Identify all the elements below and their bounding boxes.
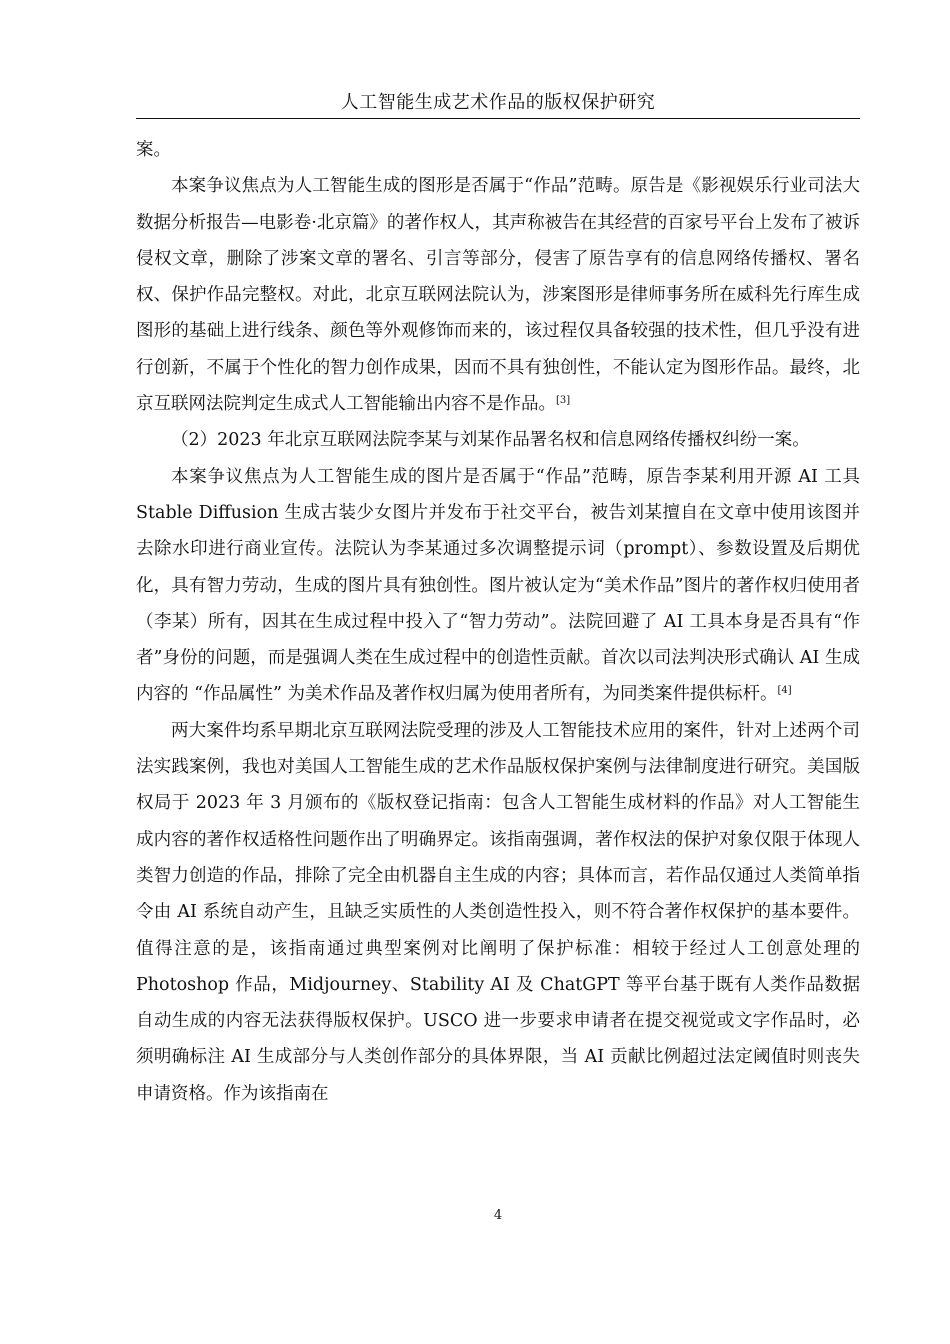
body-text xyxy=(136,132,860,1112)
paragraph-case-one-analysis xyxy=(136,168,860,422)
paragraph-us-guidance xyxy=(136,713,860,1112)
page-number: 4 xyxy=(493,1208,503,1223)
paragraph-continuation xyxy=(136,132,860,168)
header-rule xyxy=(136,118,860,119)
paragraph-text: （2）2023 年北京互联网法院李某与刘某作品署名权和信息网络传播权纠纷一案。 xyxy=(171,430,810,451)
citation-marker: [3] xyxy=(556,395,571,407)
citation-marker: [4] xyxy=(777,685,792,697)
paragraph-case-two-heading xyxy=(136,422,860,458)
paragraph-case-two-analysis xyxy=(136,459,860,713)
paragraph-text: 本案争议焦点为人工智能生成的图形是否属于“作品”范畴。原告是《影视娱乐行业司法大数据分析报告—电影卷·北京篇》的著作权人，其声称被告在其经营的百家号平台上发布了被诉侵权文章，删除了涉案文章的署名、引言等部分，侵害了原告享有的信息网络传播权、署名权、保护作品完整权。对此，北京互联网法院认为，涉案图形是律师事务所在威科先行库生成图形的基础上进行线条、颜色等外观修饰而来的，该过程仅具备较强的技术性，但几乎没有进行创新，不属于个性化的智力创作成果，因而不具有独创性，不能认定为图形作品。最终，北京互联网法院判定生成式人工智能输出内容不是作品。 xyxy=(136,176,860,415)
paragraph-text: 本案争议焦点为人工智能生成的图片是否属于“作品”范畴，原告李某利用开源 AI 工具 Stable Diffusion 生成古装少女图片并发布于社交平台，被告刘某擅自在文章中使用该图并去除水印进行商业宣传。法院认为李某通过多次调整提示词（prompt）、参数设置及后期优化，具有智力劳动，生成的图片具有独创性。图片被认定为“美术作品”图片的著作权归使用者（李某）所有，因其在生成过程中投入了“智力劳动”。法院回避了 AI 工具本身是否具有“作者”身份的问题，而是强调人类在生成过程中的创造性贡献。首次以司法判决形式确认 AI 生成内容的 “作品属性” 为美术作品及著作权归属为使用者所有，为同类案件提供标杆。 xyxy=(136,466,860,705)
running-header-title: 人工智能生成艺术作品的版权保护研究 xyxy=(340,92,656,113)
paragraph-text: 两大案件均系早期北京互联网法院受理的涉及人工智能技术应用的案件，针对上述两个司法实践案例，我也对美国人工智能生成的艺术作品版权保护案例与法律制度进行研究。美国版权局于 2023 年 3 月颁布的《版权登记指南：包含人工智能生成材料的作品》对人工智能生成内容的著作权适格性问题作出了明确界定。该指南强调，著作权法的保护对象仅限于体现人类智力创造的作品，排除了完全由机器自主生成的内容；具体而言，若作品仅通过人类简单指令由 AI 系统自动产生，且缺乏实质性的人类创造性投入，则不符合著作权保护的基本要件。值得注意的是，该指南通过典型案例对比阐明了保护标准：相较于经过人工创意处理的 Photoshop 作品，Midjourney、Stability AI 及 ChatGPT 等平台基于既有人类作品数据自动生成的内容无法获得版权保护。USCO 进一步要求申请者在提交视觉或文字作品时，必须明确标注 AI 生成部分与人类创作部分的具体界限，当 AI 贡献比例超过法定阈值时则丧失申请资格。作为该指南在 xyxy=(136,720,860,1104)
paragraph-text: 案。 xyxy=(136,140,171,160)
